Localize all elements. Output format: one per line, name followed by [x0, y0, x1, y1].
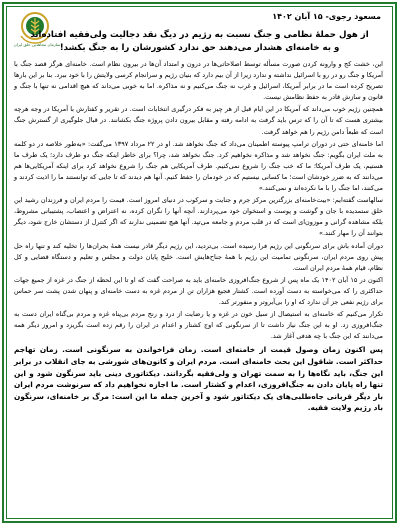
paragraph: تکرار می‌کنیم که خامنه‌ای به استیصال از سیل خون در غزه و یا رضایت از درد و رنج مردم بی‌پناه غزه و مردم بی‌گناه ایران دست به جنگ‌افروزی زد. او به این جنگ نیاز داشت تا از سرنگونی که اوج کشتار و اعدام در ایران را رقم زده است بگریزد و امروز دیگر همه می‌دانند که این جنگ با چه هدفی آغاز شد. — [14, 310, 383, 341]
paragraph: این، خشت کج و وارونه کردن صورت مسأله توسط اصلاحاتی‌ها در درون و امتداد آن‌ها در بیرون نظام است. خامنه‌ای هرگز قصد جنگ با آمریکا و جنگ رو در رو با اسرائیل نداشته و ندارد زیرا از آن بیم دارد که بنیان رژیم و سرانجام کرسی ولایتش را با خود ببرد. بنا بر این بارها تصریح کرده است ما در برابر آمریکا، اسرائیل و غرب نه جنگ می‌کنیم و نه مذاکره. اما به خوبی می‌داند که هیچ اقدامی نه تنها با جنگ و قانون و سازش قادر به حفظ نظامش نیست. — [14, 60, 383, 102]
logo-caption: سازمان مجاهدین خلق ایران — [13, 42, 61, 47]
page-frame — [2, 2, 397, 523]
byline: مسعود رجوی- ۱۵ آبان ۱۴۰۲ — [272, 12, 381, 21]
closing-paragraph: پس اکنون زمان وصول قیمت از خامنه‌ای است. زمان فراخواندن به سرنگونی است. زمان تهاجم حداکثر است. شاقول این بحث خامنه‌ای است. مردم ایران و کانون‌های شورشی به جای انقلاب در برابر این جنگ، باید نگاه‌ها را به سمت تهران و ولی‌فقیه بگردانند. دیکتاتوری دینی باید سرنگون شود و این تنها راه پایان دادن به جنگ‌افروزی، اعدام و کشتار است. ما اجازه نخواهیم داد که سرنوشت مردم ایران بار دیگر قربانی جاه‌طلبی‌های یک دیکتاتور شود و آخرین جمله ما این است: مرگ بر خامنه‌ای، سرنگون باد رژیم ولایت فقیه. — [14, 345, 383, 413]
paragraph: اما خامنه‌ای حتی در دوران ترامپ پیوسته اطمینان می‌داد که جنگ نخواهد شد. او در ۲۲ مرداد ۱۳۹۷ می‌گفت: «به‌طور خلاصه در دو کلمه به ملت ایران بگویم: جنگ نخواهد شد و مذاکره نخواهیم کرد. جنگ نخواهد شد، چرا؟ برای خاطر اینکه جنگ دو طرف دارد؛ یک طرف ما هستیم، یک طرف آمریکا؛ ما که خب جنگ را شروع نمی‌کنیم. طرف آمریکایی هم جنگ را شروع نخواهد کرد برای اینکه آمریکایی‌ها هم می‌دانند که به ضرر خودشان است؛ ما کسانی نیستیم که در خودمان را حفظ کنیم. آنها هم دیدند که تا جایی که توانستند ما را اذیت کردند و می‌کنند، اما جنگ را با ما نکرده‌اند و نمی‌کنند.» — [14, 139, 384, 193]
paragraph: دوران آماده باش برای سرنگونی این رژیم فرا رسیده است. بی‌تردید، این رژیم دیگر قادر نیست همهٔ بحران‌ها را تخلیه کند و تنها راه حل پیش روی مردم ایران، سرنگونی تمامیت این رژیم با همهٔ جناح‌هایش است. خلیج پایان دولت و مجلس و تعلیم و دستگاه قضایی و کل نظام، قیام همهٔ مردم ایران است. — [14, 241, 383, 272]
paragraph: همچنین رژیم خوب می‌داند که آمریکا در این ایام قبل از هر چیز به فکر درگیری انتخابات است. در تقریر و کفتارش با آمریکا در وجه هرچه بیشتری هست که تا آن را که ترس باید گرفت به ادامه رفته و مقابل بیرون دادن پروژه جنگ بکشانند. در قبال جلوگیری از گسترش جنگ است که طبعاً دامن رژیم را هم خواهد گرفت. — [14, 105, 383, 136]
title-line-2: و به خامنه‌ای هشدار می‌دهند حق ندارد کشورشان را به جنگ بکشد! — [59, 43, 340, 53]
title-line-1: از هول حملهٔ نظامی و جنگ نسبت به رژیم در دیگ نقد دجالیت ولی‌فقیه افتاده‌اند — [30, 30, 369, 40]
paragraph: سالهاست گفته‌ایم: «بیت‌خامنه‌ای بزرگترین مرکز جرم و جنایت و سرکوب در دنیای امروز است. قیمت را مردم ایران و فرزندان رشید این خلق ستمدیده با جان و گوشت و پوست و استخوان خود می‌پردازند. آنچه آنها را نگران کرده، نه اعتراض و اعتصاب، پشتیبانی مشروط، بلکه مشاهده گرانی و موزون‌ای است که در قلب مردم و جامعه می‌تپد. آنها هیچ تضمینی ندارند که اگر کنترل از دستشان خارج شود، دیگر بتوانند آن را مهار کنند.» — [14, 196, 383, 238]
paragraph: اکنون در ۱۵ آبان ۱۴۰۲ یک ماه پس از شروع جنگ‌افروزی خامنه‌ای باید به صراحت گفت که او تا این لحظه از جنگ در غزه از جمیع جهات حداکثری را که می‌خواسته به دست آورده است. کشتار فجیع هزاران تن از مردم غزه به دست خامنه‌ای و پنهان شدن پشت سر حماس برای رژیم نفعی جز آن ندارد که او را بی‌آبروتر و منفورتر کند. — [14, 275, 383, 306]
article-body — [14, 59, 383, 415]
article-title — [14, 29, 385, 55]
